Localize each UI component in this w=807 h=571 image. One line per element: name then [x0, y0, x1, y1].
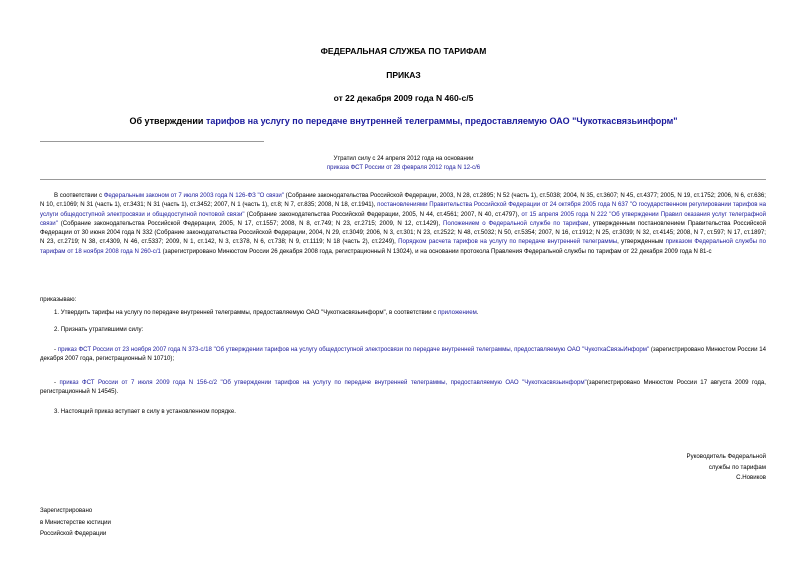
repealed-item-1 — [40, 345, 766, 364]
preamble-text-1: В соответствии с — [54, 192, 104, 199]
repealed-item-1-dash: - — [54, 346, 58, 353]
fts-regulation-link[interactable]: Положением о Федеральной службе по тарифам — [442, 219, 589, 227]
signature-line-1: Руководитель Федеральной — [686, 453, 766, 460]
divider-long — [40, 179, 766, 180]
government-decree-222-link[interactable]: от 15 апреля 2005 года N 222 "Об утверждении Правил оказания услуг телеграфной связи" — [40, 210, 766, 227]
lost-force-note: Утратил силу с 24 апреля 2012 года на основании — [333, 156, 474, 162]
order-item-3: 3. Настоящий приказ вступает в силу в установленном порядке. — [54, 408, 236, 415]
repealed-item-2-dash: - — [54, 379, 60, 386]
preamble-text-6: (Собрание законодательства Российской Федерации, 2004, N 29, ст.3049; 2006, N 3, ст.301; N 23, ст.2522; N 48, ст.5032; N 50, ст.5354; 2007, N 16, ст.1912; N 25, ст.3039; N 32, ст.4145; 2008, N 7, ст.597; N 17, ст.1897; N 23, ст.2719; N 38, ст.4309, N 46, ст.5337; 2009, N 1, ст.142, N 3, ст.378, N 6, ст.738; N 9, ст.1119; N 18 (часть 2), ст.2249), — [40, 229, 766, 246]
preamble-text-4: (Собрание законодательства Российской Федерации, 2005, N 17, ст.1557; 2008, N 8, ст.749; N 23, ст.2715; 2009, N 12, ст.1429), — [57, 219, 443, 227]
signature-line-2: службы по тарифам — [708, 464, 766, 471]
order-item-2: 2. Признать утратившими силу: — [54, 326, 144, 333]
doc-type-heading: ПРИКАЗ — [386, 70, 421, 80]
title-link[interactable]: тарифов на услугу по передаче внутренней телеграммы, предоставляемую ОАО "Чукоткасвязьинформ" — [205, 116, 678, 126]
registration-line-2: в Министерстве юстиции — [40, 519, 111, 526]
preamble-text-5: , утвержденным постановлением Правительства Российской Федерации от 30 июня 2004 года N 332 — [40, 219, 767, 237]
tariff-procedure-link[interactable]: Порядком расчета тарифов на услугу по передаче внутренней телеграммы — [398, 238, 618, 246]
preamble-paragraph — [40, 191, 766, 256]
repealed-order-156-link[interactable]: приказ ФСТ России от 7 июля 2009 года N 156-с/2 "Об утверждении тарифов на услугу по передаче внутренней телеграммы, предоставляемую ОАО "Чукоткасвязьинформ" — [59, 379, 587, 386]
lost-force-note-link-line — [0, 165, 807, 171]
order-keyword: приказываю: — [40, 296, 77, 303]
appendix-link[interactable]: приложением — [437, 309, 477, 316]
government-decree-637-link[interactable]: постановлениями Правительства Российской Федерации от 24 октября 2005 года N 637 "О государственном регулировании тарифов на услуги общедоступной электросвязи и общедоступной почтовой связи" — [40, 201, 766, 218]
date-number-heading: от 22 декабря 2009 года N 460-с/5 — [333, 93, 474, 103]
repealed-order-373-link[interactable]: приказ ФСТ России от 23 ноября 2007 года N 373-с/18 "Об утверждении тарифов на услугу общедоступной электросвязи по передаче внутренней телеграммы, предоставляемую ОАО "ЧукоткаСвязьИнформ" — [57, 346, 650, 353]
preamble-text-2: (Собрание законодательства Российской Федерации, 2003, N 28, ст.2895; N 52 (часть 1), ст.5038; 2004, N 35, ст.3607; N 45, ст.4377; 2005, N 19, ст.1752; 2006, N 6, ст.636; N 10, ст.1069; N 31 (часть 1), ст.3431; N 31 (часть 1), ст.3452; 2007, N 1 (часть 1), ст.8; N 7, ст.835; 2008, N 18, ст.1941), — [40, 192, 766, 209]
title-prefix: Об утверждении — [129, 116, 206, 126]
fts-order-260-link[interactable]: приказом Федеральной службы по тарифам от 18 ноября 2008 года N 260-с/1 — [40, 238, 766, 255]
repealed-item-1-text: (зарегистрировано Минюстом России 14 декабря 2007 года, регистрационный N 10710); — [40, 346, 766, 363]
preamble-text-7: , утвержденным — [617, 238, 666, 246]
lost-force-link[interactable]: приказа ФСТ России от 28 февраля 2012 года N 12-с/6 — [326, 165, 481, 171]
document-title — [0, 116, 807, 126]
order-item-1 — [54, 308, 766, 317]
preamble-text-8: (зарегистрировано Минюстом России 26 декабря 2008 года, регистрационный N 13024), и на основании протокола Правления Федеральной службы по тарифам от 22 декабря 2009 года N 81-с — [160, 247, 712, 255]
repealed-item-2-text: (зарегистрировано Минюстом России 17 августа 2009 года, регистрационный N 14545). — [40, 379, 766, 396]
order-item-1-text: 1. Утвердить тарифы на услугу по передаче внутренней телеграммы, предоставляемую ОАО "Чукоткасвязьинформ", в соответствии с — [54, 309, 438, 316]
repealed-item-2 — [40, 378, 766, 397]
registration-line-3: Российской Федерации — [40, 530, 107, 537]
preamble-text-3: (Собрание законодательства Российской Федерации, 2005, N 44, ст.4561; 2007, N 40, ст.4797), — [244, 210, 522, 218]
agency-heading: ФЕДЕРАЛЬНАЯ СЛУЖБА ПО ТАРИФАМ — [320, 46, 487, 56]
order-item-1-end: . — [476, 309, 479, 316]
law-link[interactable]: Федеральным законом от 7 июля 2003 года N 126-ФЗ "О связи" — [103, 192, 284, 199]
divider-short — [40, 141, 264, 142]
registration-line-1: Зарегистрировано — [40, 507, 93, 514]
signature-name: С.Новиков — [736, 474, 766, 481]
